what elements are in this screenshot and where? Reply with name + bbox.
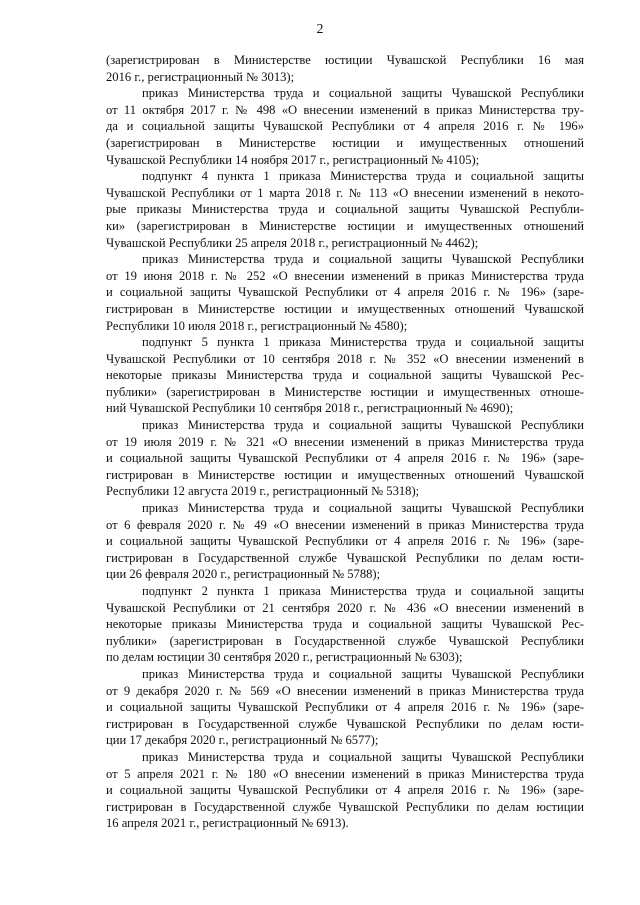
text-line: Чувашской Республики от 10 сентября 2018 г. № 352 «О внесении изменений в bbox=[106, 351, 584, 366]
text-line: подпункт 2 пункта 1 приказа Министерства труда и социальной защиты bbox=[142, 584, 584, 598]
text-line: от 19 июня 2018 г. № 252 «О внесении изменений в приказ Министерства труда bbox=[106, 268, 584, 283]
text-line: приказ Министерства труда и социальной защиты Чувашской Республики bbox=[142, 501, 584, 516]
text-line: от 5 апреля 2021 г. № 180 «О внесении изменений в приказ Министерства труда bbox=[106, 766, 584, 781]
text-line: ний Чувашской Республики 10 сентября 2018 г., регистрационный № 4690); bbox=[106, 401, 514, 416]
text-line: приказ Министерства труда и социальной защиты Чувашской Республики bbox=[142, 252, 584, 267]
paragraph bbox=[106, 168, 584, 251]
paragraph bbox=[106, 334, 584, 417]
paragraph bbox=[106, 749, 584, 832]
text-line: приказ Министерства труда и социальной защиты Чувашской Республики bbox=[142, 418, 584, 433]
text-line: приказ Министерства труда и социальной защиты Чувашской Республики bbox=[142, 86, 584, 101]
text-line: Чувашской Республики от 1 марта 2018 г. № 113 «О внесении изменений в некото- bbox=[106, 185, 584, 200]
text-line: гистрирован в Государственной службе Чувашской Республики по делам юсти- bbox=[106, 716, 584, 731]
paragraph bbox=[106, 52, 584, 85]
text-line: некоторые приказы Министерства труда и социальной защиты Чувашской Рес- bbox=[106, 617, 584, 632]
text-line: подпункт 4 пункта 1 приказа Министерства труда и социальной защиты bbox=[142, 169, 584, 184]
text-line: Республики 10 июля 2018 г., регистрационный № 4580); bbox=[106, 318, 408, 333]
text-line: гистрирован в Министерстве юстиции и имущественных отношений Чувашской bbox=[106, 467, 584, 482]
text-line: гистрирован в Государственной службе Чувашской Республики по делам юсти- bbox=[106, 550, 584, 565]
text-line: по делам юстиции 30 сентября 2020 г., регистрационный № 6303); bbox=[106, 650, 463, 665]
text-line: от 11 октября 2017 г. № 498 «О внесении изменений в приказ Министерства тру- bbox=[106, 102, 584, 117]
text-line: ции 17 декабря 2020 г., регистрационный № 6577); bbox=[106, 733, 379, 748]
text-line: 16 апреля 2021 г., регистрационный № 6913). bbox=[106, 816, 349, 831]
text-line: публики» (зарегистрирован в Государственной службе Чувашской Республики bbox=[106, 633, 584, 648]
text-line: гистрирован в Государственной службе Чувашской Республики по делам юстиции bbox=[106, 799, 584, 814]
text-line: подпункт 5 пункта 1 приказа Министерства труда и социальной защиты bbox=[142, 335, 584, 350]
text-line: публики» (зарегистрирован в Министерстве юстиции и имущественных отноше- bbox=[106, 384, 584, 399]
text-line: и социальной защиты Чувашской Республики от 4 апреля 2016 г. № 196» (заре- bbox=[106, 783, 584, 798]
text-line: гистрирован в Министерстве юстиции и имущественных отношений Чувашской bbox=[106, 301, 584, 316]
text-line: да и социальной защиты Чувашской Республики от 4 апреля 2016 г. № 196» bbox=[106, 119, 584, 134]
paragraph bbox=[106, 417, 584, 500]
paragraph bbox=[106, 251, 584, 334]
text-line: от 9 декабря 2020 г. № 569 «О внесении изменений в приказ Министерства труда bbox=[106, 683, 584, 698]
text-line: и социальной защиты Чувашской Республики от 4 апреля 2016 г. № 196» (заре- bbox=[106, 534, 584, 549]
text-line: и социальной защиты Чувашской Республики от 4 апреля 2016 г. № 196» (заре- bbox=[106, 285, 584, 300]
text-line: ки» (зарегистрирован в Министерстве юстиции и имущественных отношений bbox=[106, 218, 584, 233]
text-line: приказ Министерства труда и социальной защиты Чувашской Республики bbox=[142, 666, 584, 681]
text-line: Чувашской Республики 14 ноября 2017 г., регистрационный № 4105); bbox=[106, 152, 480, 167]
paragraph bbox=[106, 583, 584, 666]
text-line: ции 26 февраля 2020 г., регистрационный № 5788); bbox=[106, 567, 381, 582]
text-line: 2016 г., регистрационный № 3013); bbox=[106, 69, 295, 84]
text-line: от 6 февраля 2020 г. № 49 «О внесении изменений в приказ Министерства труда bbox=[106, 517, 584, 532]
text-line: рые приказы Министерства труда и социальной защиты Чувашской Республи- bbox=[106, 202, 584, 217]
text-line: Республики 12 августа 2019 г., регистрационный № 5318); bbox=[106, 484, 420, 499]
document-body bbox=[106, 52, 584, 832]
page-number: 2 bbox=[316, 22, 324, 37]
text-line: приказ Министерства труда и социальной защиты Чувашской Республики bbox=[142, 749, 584, 764]
text-line: (зарегистрирован в Министерстве юстиции Чувашской Республики 16 мая bbox=[106, 53, 584, 67]
text-line: некоторые приказы Министерства труда и социальной защиты Чувашской Рес- bbox=[106, 368, 584, 383]
text-line: и социальной защиты Чувашской Республики от 4 апреля 2016 г. № 196» (заре- bbox=[106, 700, 584, 715]
text-line: (зарегистрирован в Министерстве юстиции и имущественных отношений bbox=[106, 135, 584, 150]
text-line: Чувашской Республики 25 апреля 2018 г., регистрационный № 4462); bbox=[106, 235, 479, 250]
text-line: от 19 июля 2019 г. № 321 «О внесении изменений в приказ Министерства труда bbox=[106, 434, 584, 449]
text-line: Чувашской Республики от 21 сентября 2020 г. № 436 «О внесении изменений в bbox=[106, 600, 584, 615]
paragraph bbox=[106, 500, 584, 583]
paragraph bbox=[106, 666, 584, 749]
text-line: и социальной защиты Чувашской Республики от 4 апреля 2016 г. № 196» (заре- bbox=[106, 451, 584, 466]
paragraph bbox=[106, 85, 584, 168]
